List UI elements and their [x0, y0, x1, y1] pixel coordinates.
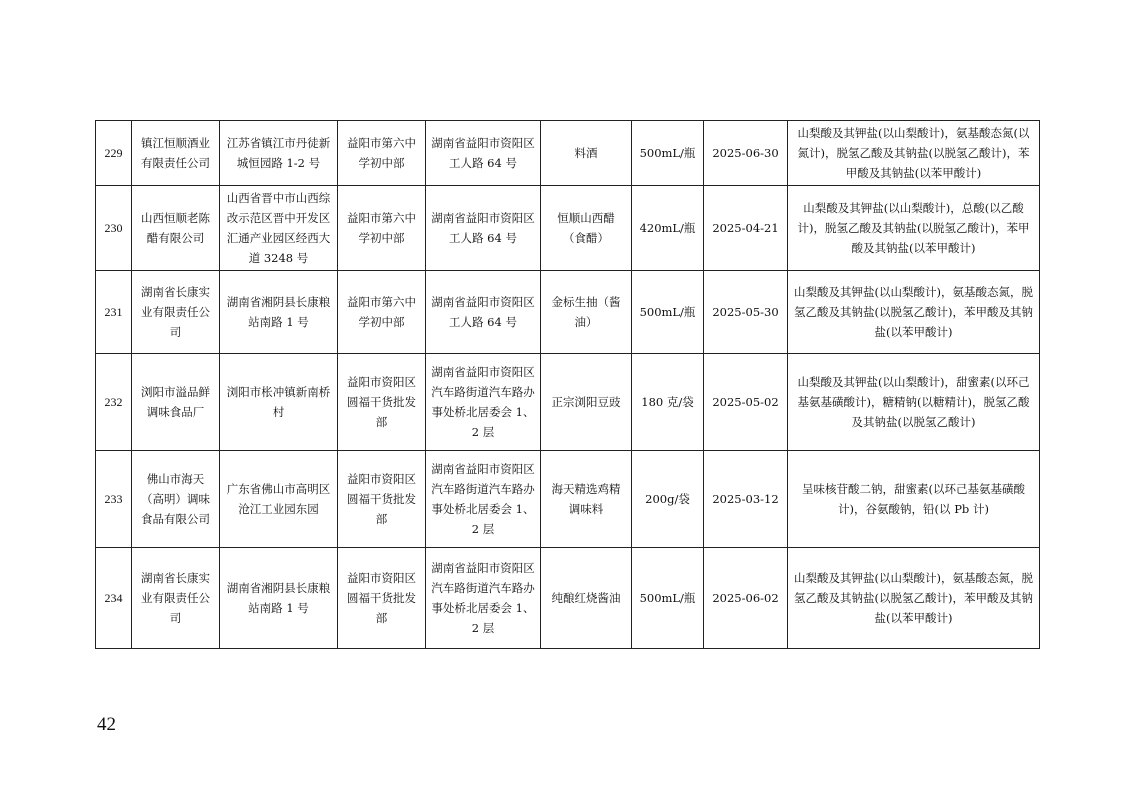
sampled-unit: 益阳市资阳区圆福干货批发部 — [338, 548, 426, 649]
table-row — [96, 121, 1040, 186]
product-name: 纯酿红烧酱油 — [541, 548, 632, 649]
table-row — [96, 271, 1040, 354]
inspection-items: 山梨酸及其钾盐(以山梨酸计)，氨基酸态氮，脱氢乙酸及其钠盐(以脱氢乙酸计)，苯甲酸及其钠盐(以苯甲酸计) — [788, 271, 1040, 354]
sampled-unit: 益阳市第六中学初中部 — [338, 121, 426, 186]
sampled-unit: 益阳市资阳区圆福干货批发部 — [338, 451, 426, 548]
producer-name: 湖南省长康实业有限责任公司 — [132, 271, 220, 354]
page-number: 42 — [97, 714, 116, 735]
row-number: 232 — [96, 354, 132, 451]
table-row — [96, 451, 1040, 548]
sampled-unit: 益阳市第六中学初中部 — [338, 271, 426, 354]
producer-address: 江苏省镇江市丹徒新城恒园路 1-2 号 — [220, 121, 338, 186]
sampled-address: 湖南省益阳市资阳区汽车路街道汽车路办事处桥北居委会 1、2 层 — [426, 451, 541, 548]
row-number: 231 — [96, 271, 132, 354]
sampled-address: 湖南省益阳市资阳区工人路 64 号 — [426, 271, 541, 354]
product-name: 金标生抽（酱油） — [541, 271, 632, 354]
production-date: 2025-05-02 — [704, 354, 788, 451]
sampled-address: 湖南省益阳市资阳区工人路 64 号 — [426, 121, 541, 186]
sampled-unit: 益阳市第六中学初中部 — [338, 186, 426, 271]
inspection-items: 山梨酸及其钾盐(以山梨酸计)，氨基酸态氮(以氮计)，脱氢乙酸及其钠盐(以脱氢乙酸计)，苯甲酸及其钠盐(以苯甲酸计) — [788, 121, 1040, 186]
inspection-items: 山梨酸及其钾盐(以山梨酸计)，氨基酸态氮，脱氢乙酸及其钠盐(以脱氢乙酸计)，苯甲酸及其钠盐(以苯甲酸计) — [788, 548, 1040, 649]
table-row — [96, 354, 1040, 451]
producer-name: 山西恒顺老陈醋有限公司 — [132, 186, 220, 271]
table-row — [96, 186, 1040, 271]
producer-name: 湖南省长康实业有限责任公司 — [132, 548, 220, 649]
production-date: 2025-04-21 — [704, 186, 788, 271]
sampled-unit: 益阳市资阳区圆福干货批发部 — [338, 354, 426, 451]
table-row — [96, 548, 1040, 649]
producer-address: 浏阳市枨冲镇新南桥村 — [220, 354, 338, 451]
producer-name: 镇江恒顺酒业有限责任公司 — [132, 121, 220, 186]
producer-address: 湖南省湘阴县长康粮站南路 1 号 — [220, 271, 338, 354]
producer-name: 佛山市海天（高明）调味食品有限公司 — [132, 451, 220, 548]
sampled-address: 湖南省益阳市资阳区汽车路街道汽车路办事处桥北居委会 1、2 层 — [426, 354, 541, 451]
row-number: 229 — [96, 121, 132, 186]
production-date: 2025-05-30 — [704, 271, 788, 354]
specification: 420mL/瓶 — [632, 186, 704, 271]
specification: 500mL/瓶 — [632, 121, 704, 186]
production-date: 2025-06-02 — [704, 548, 788, 649]
inspection-items: 山梨酸及其钾盐(以山梨酸计)，总酸(以乙酸计)，脱氢乙酸及其钠盐(以脱氢乙酸计)，苯甲酸及其钠盐(以苯甲酸计) — [788, 186, 1040, 271]
sampled-address: 湖南省益阳市资阳区汽车路街道汽车路办事处桥北居委会 1、2 层 — [426, 548, 541, 649]
sampling-results-table — [95, 120, 1040, 649]
specification: 500mL/瓶 — [632, 548, 704, 649]
inspection-items: 呈味核苷酸二钠，甜蜜素(以环己基氨基磺酸计)，谷氨酸钠，铅(以 Pb 计) — [788, 451, 1040, 548]
production-date: 2025-03-12 — [704, 451, 788, 548]
inspection-items: 山梨酸及其钾盐(以山梨酸计)，甜蜜素(以环己基氨基磺酸计)，糖精钠(以糖精计)，脱氢乙酸及其钠盐(以脱氢乙酸计) — [788, 354, 1040, 451]
producer-address: 山西省晋中市山西综改示范区晋中开发区汇通产业园区经西大道 3248 号 — [220, 186, 338, 271]
product-name: 海天精选鸡精调味料 — [541, 451, 632, 548]
producer-address: 广东省佛山市高明区沧江工业园东园 — [220, 451, 338, 548]
specification: 200g/袋 — [632, 451, 704, 548]
product-name: 料酒 — [541, 121, 632, 186]
row-number: 233 — [96, 451, 132, 548]
product-name: 恒顺山西醋（食醋） — [541, 186, 632, 271]
specification: 500mL/瓶 — [632, 271, 704, 354]
producer-address: 湖南省湘阴县长康粮站南路 1 号 — [220, 548, 338, 649]
sampled-address: 湖南省益阳市资阳区工人路 64 号 — [426, 186, 541, 271]
production-date: 2025-06-30 — [704, 121, 788, 186]
product-name: 正宗浏阳豆豉 — [541, 354, 632, 451]
row-number: 230 — [96, 186, 132, 271]
row-number: 234 — [96, 548, 132, 649]
producer-name: 浏阳市溢品鲜调味食品厂 — [132, 354, 220, 451]
specification: 180 克/袋 — [632, 354, 704, 451]
